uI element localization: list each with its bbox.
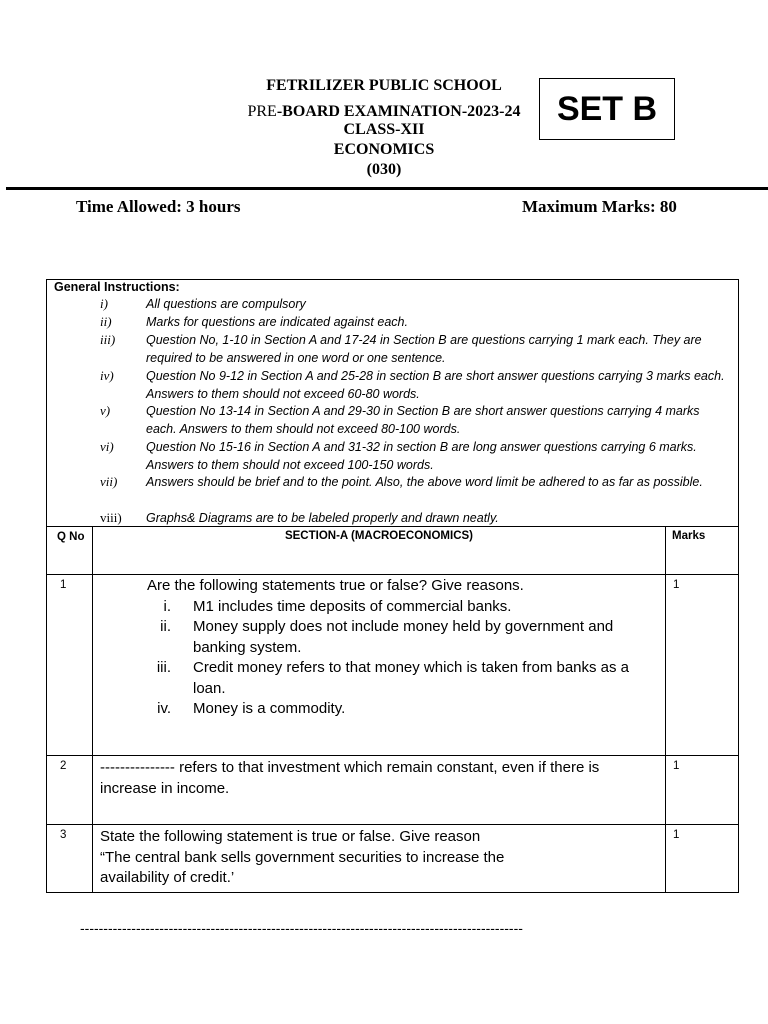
question-quote: “The central bank sells government securities to increase the availability of credit.’ <box>100 848 505 886</box>
class-label: CLASS-XII <box>343 121 425 138</box>
instruction-text: All questions are compulsory <box>146 297 306 311</box>
instruction-number: iii) <box>100 332 116 347</box>
part-text: Money is a commodity. <box>193 700 346 717</box>
questions-table <box>46 526 739 893</box>
question-text <box>93 575 666 756</box>
page-end-divider: ----------------------------------------------------------------------------------------------- <box>80 920 523 936</box>
time-allowed: Time Allowed: 3 hours <box>76 197 241 216</box>
instruction-number: ii) <box>100 314 112 329</box>
part-number: iii. <box>156 659 171 676</box>
exam-title-prefix: PRE <box>247 103 277 120</box>
question-text <box>93 825 666 893</box>
qno-header: Q No <box>47 527 93 575</box>
instruction-text: Graphs& Diagrams are to be labeled properly and drawn neatly. <box>146 511 499 525</box>
list-item <box>93 658 659 699</box>
section-header: SECTION-A (MACROECONOMICS) <box>93 527 666 575</box>
instruction-text: Question No 15-16 in Section A and 31-32 in section B are long answer questions carrying 6 marks. Answers to them should not exceed 100-150 words. <box>146 440 697 472</box>
question-text: --------------- refers to that investment which remain constant, even if there is increase in income. <box>93 756 666 825</box>
question-number: 1 <box>47 575 93 756</box>
table-row <box>47 825 739 893</box>
maximum-marks: Maximum Marks: 80 <box>522 197 677 216</box>
table-header-row <box>47 527 739 575</box>
instruction-number: i) <box>100 296 108 311</box>
part-text: Credit money refers to that money which is taken from banks as a loan. <box>193 659 630 697</box>
instruction-number: viii) <box>100 510 122 525</box>
instructions-title: General Instructions: <box>54 280 180 294</box>
instruction-text: Question No 9-12 in Section A and 25-28 in section B are short answer questions carrying 3 marks each. Answers to them should not exceed 60-80 words. <box>146 369 725 401</box>
subject-code: (030) <box>366 161 402 178</box>
instruction-text: Question No 13-14 in Section A and 29-30 in Section B are short answer questions carrying 4 marks each. Answers to them should not exceed 80-100 words. <box>146 404 700 436</box>
list-item <box>93 597 659 618</box>
instruction-number: v) <box>100 403 111 418</box>
set-label: SET B <box>556 89 658 128</box>
question-marks: 1 <box>666 756 739 825</box>
instruction-text: Marks for questions are indicated against each. <box>146 315 408 329</box>
part-number: ii. <box>160 618 171 635</box>
question-parts <box>93 597 659 720</box>
list-item <box>93 617 659 658</box>
question-line: State the following statement is true or false. Give reason <box>100 828 481 845</box>
table-row <box>47 756 739 825</box>
question-number: 3 <box>47 825 93 893</box>
list-item <box>93 699 659 720</box>
header-divider <box>6 187 768 190</box>
table-row <box>47 575 739 756</box>
marks-header: Marks <box>666 527 739 575</box>
part-number: i. <box>163 597 171 615</box>
part-text: M1 includes time deposits of commercial banks. <box>193 597 512 615</box>
general-instructions-box <box>46 279 739 527</box>
question-number: 2 <box>47 756 93 825</box>
instruction-text: Answers should be brief and to the point. Also, the above word limit be adhered to as far as possible. <box>146 475 703 489</box>
question-marks: 1 <box>666 575 739 756</box>
instruction-number: vii) <box>100 474 118 489</box>
set-label-box <box>539 78 675 140</box>
part-number: iv. <box>157 700 171 717</box>
exam-title-rest: -BOARD EXAMINATION-2023-24 <box>276 103 521 120</box>
school-name: FETRILIZER PUBLIC SCHOOL <box>266 77 502 94</box>
subject-label: ECONOMICS <box>333 141 435 158</box>
part-text: Money supply does not include money held by government and banking system. <box>193 618 614 656</box>
instruction-number: iv) <box>100 368 114 383</box>
question-marks: 1 <box>666 825 739 893</box>
instruction-number: vi) <box>100 439 114 454</box>
question-stem: Are the following statements true or false? Give reasons. <box>147 577 524 594</box>
instruction-text: Question No, 1-10 in Section A and 17-24 in Section B are questions carrying 1 mark each. They are required to be answered in one word or one sentence. <box>146 333 702 365</box>
